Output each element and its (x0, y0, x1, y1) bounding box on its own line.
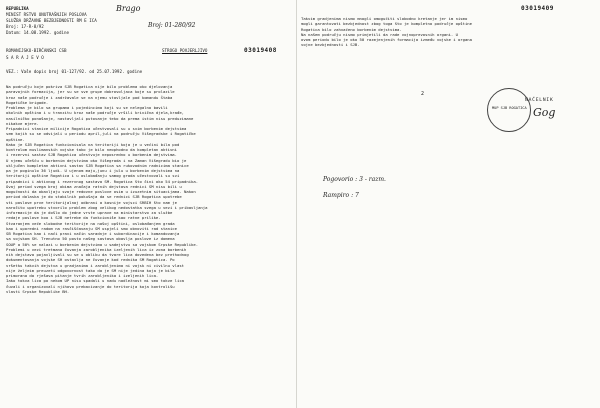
body-line: Iako tokva lica po nekom UP nisu spadali u nadu nadležnost mi smo tokve lica (6, 278, 185, 284)
body-line: Rogatičke brigade. (6, 99, 49, 105)
body-line: kontrolom muslimanskih vojske tako je bilo neophodno da kompletan aktivni (6, 147, 177, 152)
body-line: informacije da je došlo do jedne vrste uprave na ministarstvo za službe (6, 210, 173, 215)
body-line: dokumentovanja vojske SH ostavlja ne čuvanje kod rednika SM Rogatica. Po (6, 257, 175, 263)
signature: Gog (533, 106, 556, 119)
body-line: vojne bezbjednosti i SJB. (301, 42, 360, 48)
body-line: opštine. (6, 136, 25, 142)
handwritten-note-count: Rampiro : 7 (323, 192, 359, 199)
body-line: ovom periodu bilo je oko 50 razmjenjenih formacija između vojske i organa (301, 37, 472, 42)
body-line: kroz naše područje i zadržavale se na njemu stavljale pod komandu Štaba (6, 94, 173, 100)
body-line: i rezervni sastav SJB Rogatica učestvuje neposredno u borbenim dejstvima. (6, 152, 177, 158)
header-republic: REPUBLIKA (6, 6, 29, 11)
document-number: 03019408 (244, 47, 277, 54)
body-line: SOUP a 50% se nalazi u borbenim dejstvima u sadejstvu sa vojskom Srpske Republike. (6, 241, 199, 247)
body-line: uključen kompletan aktivni sastav SJB Rogatica sa rukovodnim radnicima stanice (6, 162, 189, 168)
document-page-right (297, 0, 600, 408)
handwritten-reference-number: Broj: 01-280/92 (148, 22, 196, 29)
body-line: Problemi u vezi tretmana čuvanja zarobljenika izeljenih lica iz zona borbenih (6, 246, 187, 252)
body-line: Takvim gradjenima nismo mnogli omogućiti slobodno kretanje jer im nismo (301, 16, 468, 21)
body-line: U njemu učešću u borbenim dejstvima oko Višegrada i na Zaman Višegradu bio je (6, 157, 187, 163)
body-line: Problema je bilo sa grupama i pojedincima koji su se nelegalno bavili (6, 105, 168, 110)
body-line: kao i uporedni radom na rasčišćavanju SM uspjeli smo obnoviti rad stanice (6, 225, 177, 231)
body-line: sem kojih su se odvijali u periodu april,juli na području Višegradske i Rogatičke (6, 131, 196, 137)
body-line: SB Rogatica kao i naći pravi način saradnje i subordinacije i komandovanja (6, 231, 180, 236)
body-line: nije željeim preuzeti odgovornost tako da je SM nije jedina koja je bila (6, 267, 175, 273)
official-stamp (487, 88, 531, 132)
body-line: period dolaska je do stabilnih pokušaja da se rednici SJB Rogatica upotrebe (6, 194, 182, 200)
body-line: Stvaranjem veće slobodne teritorije na našoj opštini, oslobađanjem grada (6, 220, 175, 226)
body-line: Na našem području nismo primjetili da rade vojnoprevosnih organi. U (301, 31, 458, 37)
handwritten-top-note: Brago (116, 4, 141, 13)
body-line: vlasti Srpske Republike BH. (6, 288, 70, 294)
page-number: 2 (421, 91, 425, 97)
body-line: mogućnosti da obavljaju svoje redovne poslove osim u izuzetnim situacijama. Nakon (6, 189, 196, 194)
document-page-left (0, 0, 297, 408)
body-line: Rogatica bilo zahvaćeno borbenim dejstvima. (301, 26, 402, 32)
body-line: redaje poslove koo i SJB netrebe da funkcioniše kao ratne prilike. (6, 215, 161, 221)
body-line: Ovaj period svega broj obima značaja ratnih dejstava rednici SM nisu bili u (6, 183, 182, 189)
body-line: nasilničko ponašanje, nastavljali putovanje teko da prema istim nisu preduzimane (6, 115, 194, 121)
body-line: nikakve mjere. (6, 120, 39, 126)
stamp-text: MUP SJB ROGATICA (492, 106, 527, 110)
document-number-right: 03019409 (521, 5, 554, 12)
body-line: teritoriji opštine Rogatica i u oslobađanju samog grada učestvovali su svi (6, 173, 180, 179)
header-number: Broj: 17-R-8/92 (6, 24, 44, 29)
addressee-city: S A R A J E V O (6, 55, 44, 60)
body-line: sti poslove prve teritorijalnoj odbrani a kasnije vojsci SRBIH što nam je (6, 199, 177, 205)
body-line: vršetku takvih dejstva u gradjanima i zarobljenima ni vojsk ni civilnu vlast (6, 262, 185, 268)
body-line: Kako je SJB Rogatica funkcionisala na teritoriji koja je u većini bila pod (6, 141, 180, 147)
document-body-right (301, 16, 593, 48)
body-line: naročito upotrebu stvorilo problem zbog velikog nedostatka svega u vezi i pribavljanja (6, 204, 208, 210)
body-line: nih dejstava pojavljivali su se u obliku da tvare lica dovedena bez prethodnog (6, 252, 189, 257)
body-line: čuvali i organizovali njihovo prebacivanje do teritorija koja kontrolišu (6, 283, 175, 289)
body-line: Na području koje pokriva SJB Rogatica nije bilo problema oko djelovanja (6, 84, 173, 89)
addressee-center: ROMANIJSKO-BIRČANSKI CSB (6, 48, 67, 53)
document-body (6, 84, 292, 294)
header-date: Datum: 14.08.1992. godine (6, 30, 70, 35)
body-line: sa vojskom SH. Trenutno 50 posto našeg sastava obavlja poslove iz domena (6, 236, 175, 242)
classification-label: STROGO POVJERLJIVO (162, 48, 208, 53)
body-line: mogli garantovati bezbjednost zbog toga što je kompletno područje opštine (301, 21, 472, 27)
body-line: paravojnih formacija, jer su se sve grupe dobrovoljaca koje su prolazile (6, 89, 175, 95)
body-line: primorana da rješava pitanje tvrih zarobljenika i izeljenih lica. (6, 273, 159, 278)
body-line: pa je poginulo 36 ljudi. U ujenom maju,junu i julu u borbenim dejstvima na (6, 168, 180, 173)
signature-title: NAČELNIK (525, 98, 554, 103)
body-line: pripadnici i aktivnog i rezervnog sastava SM. Rogatica što čini oko 54 pripadnika. (6, 178, 199, 184)
body-line: Pripadnici stanice milicije Rogatica učestvovali su u svim borbenim dejstvima (6, 126, 187, 131)
header-service: SLUŽBA DRŽAVNE BEZBJEDNOSTI RM E ICA (6, 18, 97, 23)
body-line: okolnih opština i u tranzitu kroz naše područje vršili krivična djela,krađe, (6, 110, 185, 116)
header-ministry: MINIST RSTVO UNUTRAŠNJIH POSLOVA (6, 12, 87, 17)
subject-line: VEZ.: Vaše dopis broj 01-127/92. od 25.07.1992. godine (6, 69, 143, 74)
handwritten-note-exchanged: Pogovorio : 3 - razm. (323, 176, 386, 183)
